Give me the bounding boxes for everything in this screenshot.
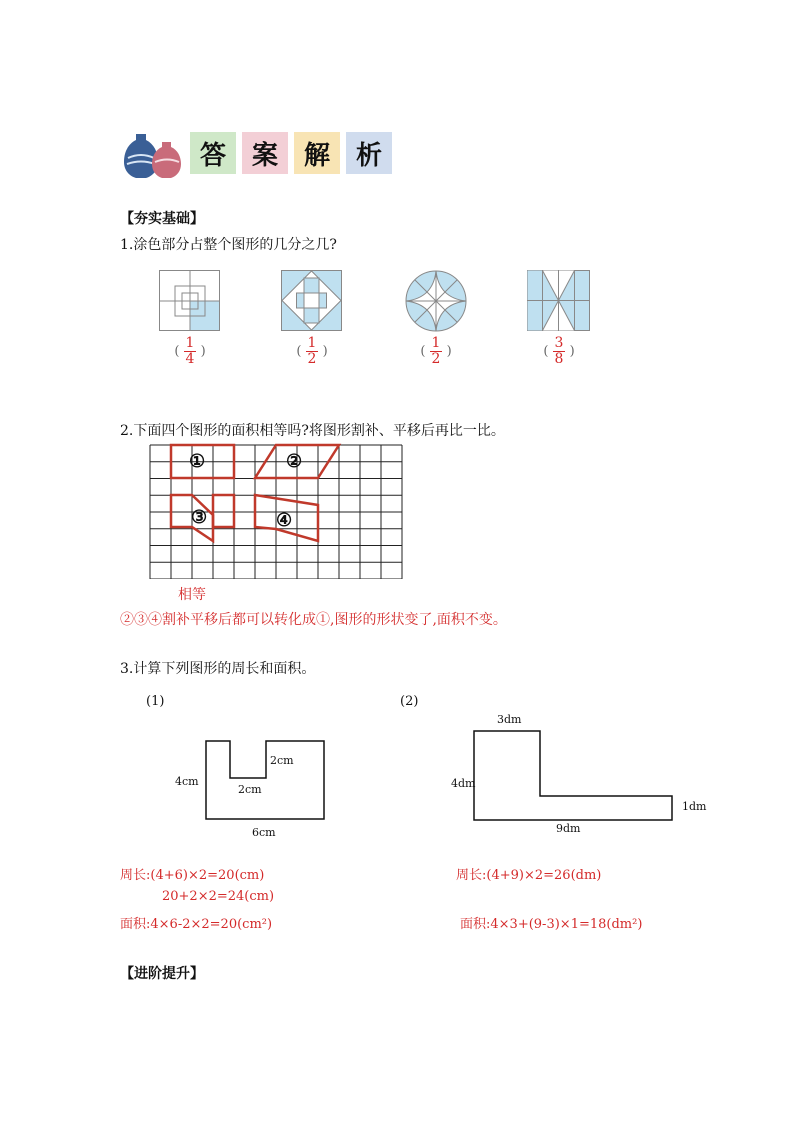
q1-figure-4 — [527, 270, 591, 332]
shape-label-4: ④ — [276, 510, 293, 531]
fig1-dim-notch-width: 2cm — [238, 783, 262, 796]
fig1-perimeter-line2: 20+2×2=24(cm) — [162, 889, 275, 904]
q3-figure-2 — [473, 730, 675, 823]
q3-figure-1 — [205, 740, 327, 822]
question-2-text: 2.下面四个图形的面积相等吗?将图形割补、平移后再比一比。 — [120, 423, 505, 439]
fig2-dim-right: 1dm — [682, 800, 707, 813]
q2-answer: 相等 — [178, 587, 206, 603]
fig2-dim-left: 4dm — [451, 777, 476, 790]
q1-answer-1: ( $\frac{1}{4}$ ) — [174, 335, 206, 367]
question-3-text: 3.计算下列图形的周长和面积。 — [120, 661, 316, 677]
fig2-perimeter: 周长:(4+9)×2=26(dm) — [456, 868, 602, 883]
fig2-dim-top: 3dm — [497, 713, 522, 726]
fig2-area: 面积:4×3+(9-3)×1=18(dm²) — [460, 917, 643, 932]
fig1-area: 面积:4×6-2×2=20(cm²) — [120, 917, 273, 932]
answer-banner — [124, 128, 404, 180]
fig1-dim-notch-depth: 2cm — [270, 754, 294, 767]
q3-fig1-label: (1) — [146, 694, 165, 709]
banner-char-4: 析 — [346, 132, 392, 174]
banner-char-1: 答 — [190, 132, 236, 174]
banner-char-3: 解 — [294, 132, 340, 174]
q1-answer-3: ( $\frac{1}{2}$ ) — [420, 335, 452, 367]
shape-3b-outline — [213, 495, 234, 527]
fig1-perimeter: 周长:(4+6)×2=20(cm) — [120, 868, 265, 883]
fig1-dim-bottom: 6cm — [252, 826, 276, 839]
shape-label-2: ② — [286, 451, 303, 472]
section-title-advanced: 【进阶提升】 — [120, 966, 204, 982]
question-1-text: 1.涂色部分占整个图形的几分之几? — [120, 237, 337, 253]
q1-figure-2 — [281, 270, 343, 332]
fig1-dim-left: 4cm — [175, 775, 199, 788]
q1-figure-3 — [405, 270, 467, 332]
q2-explanation: ②③④割补平移后都可以转化成①,图形的形状变了,面积不变。 — [120, 612, 507, 628]
q1-answer-2: ( $\frac{1}{2}$ ) — [296, 335, 328, 367]
section-title-basics: 【夯实基础】 — [120, 211, 204, 227]
q1-answer-4: ( $\frac{3}{8}$ ) — [543, 335, 575, 367]
q1-figure-1 — [159, 270, 221, 332]
shape-label-1: ① — [189, 451, 206, 472]
vase-icon — [124, 128, 188, 180]
q3-fig2-label: (2) — [400, 694, 419, 709]
shape-label-3: ③ — [191, 507, 208, 528]
fig2-dim-bottom: 9dm — [556, 822, 581, 835]
banner-char-2: 案 — [242, 132, 288, 174]
